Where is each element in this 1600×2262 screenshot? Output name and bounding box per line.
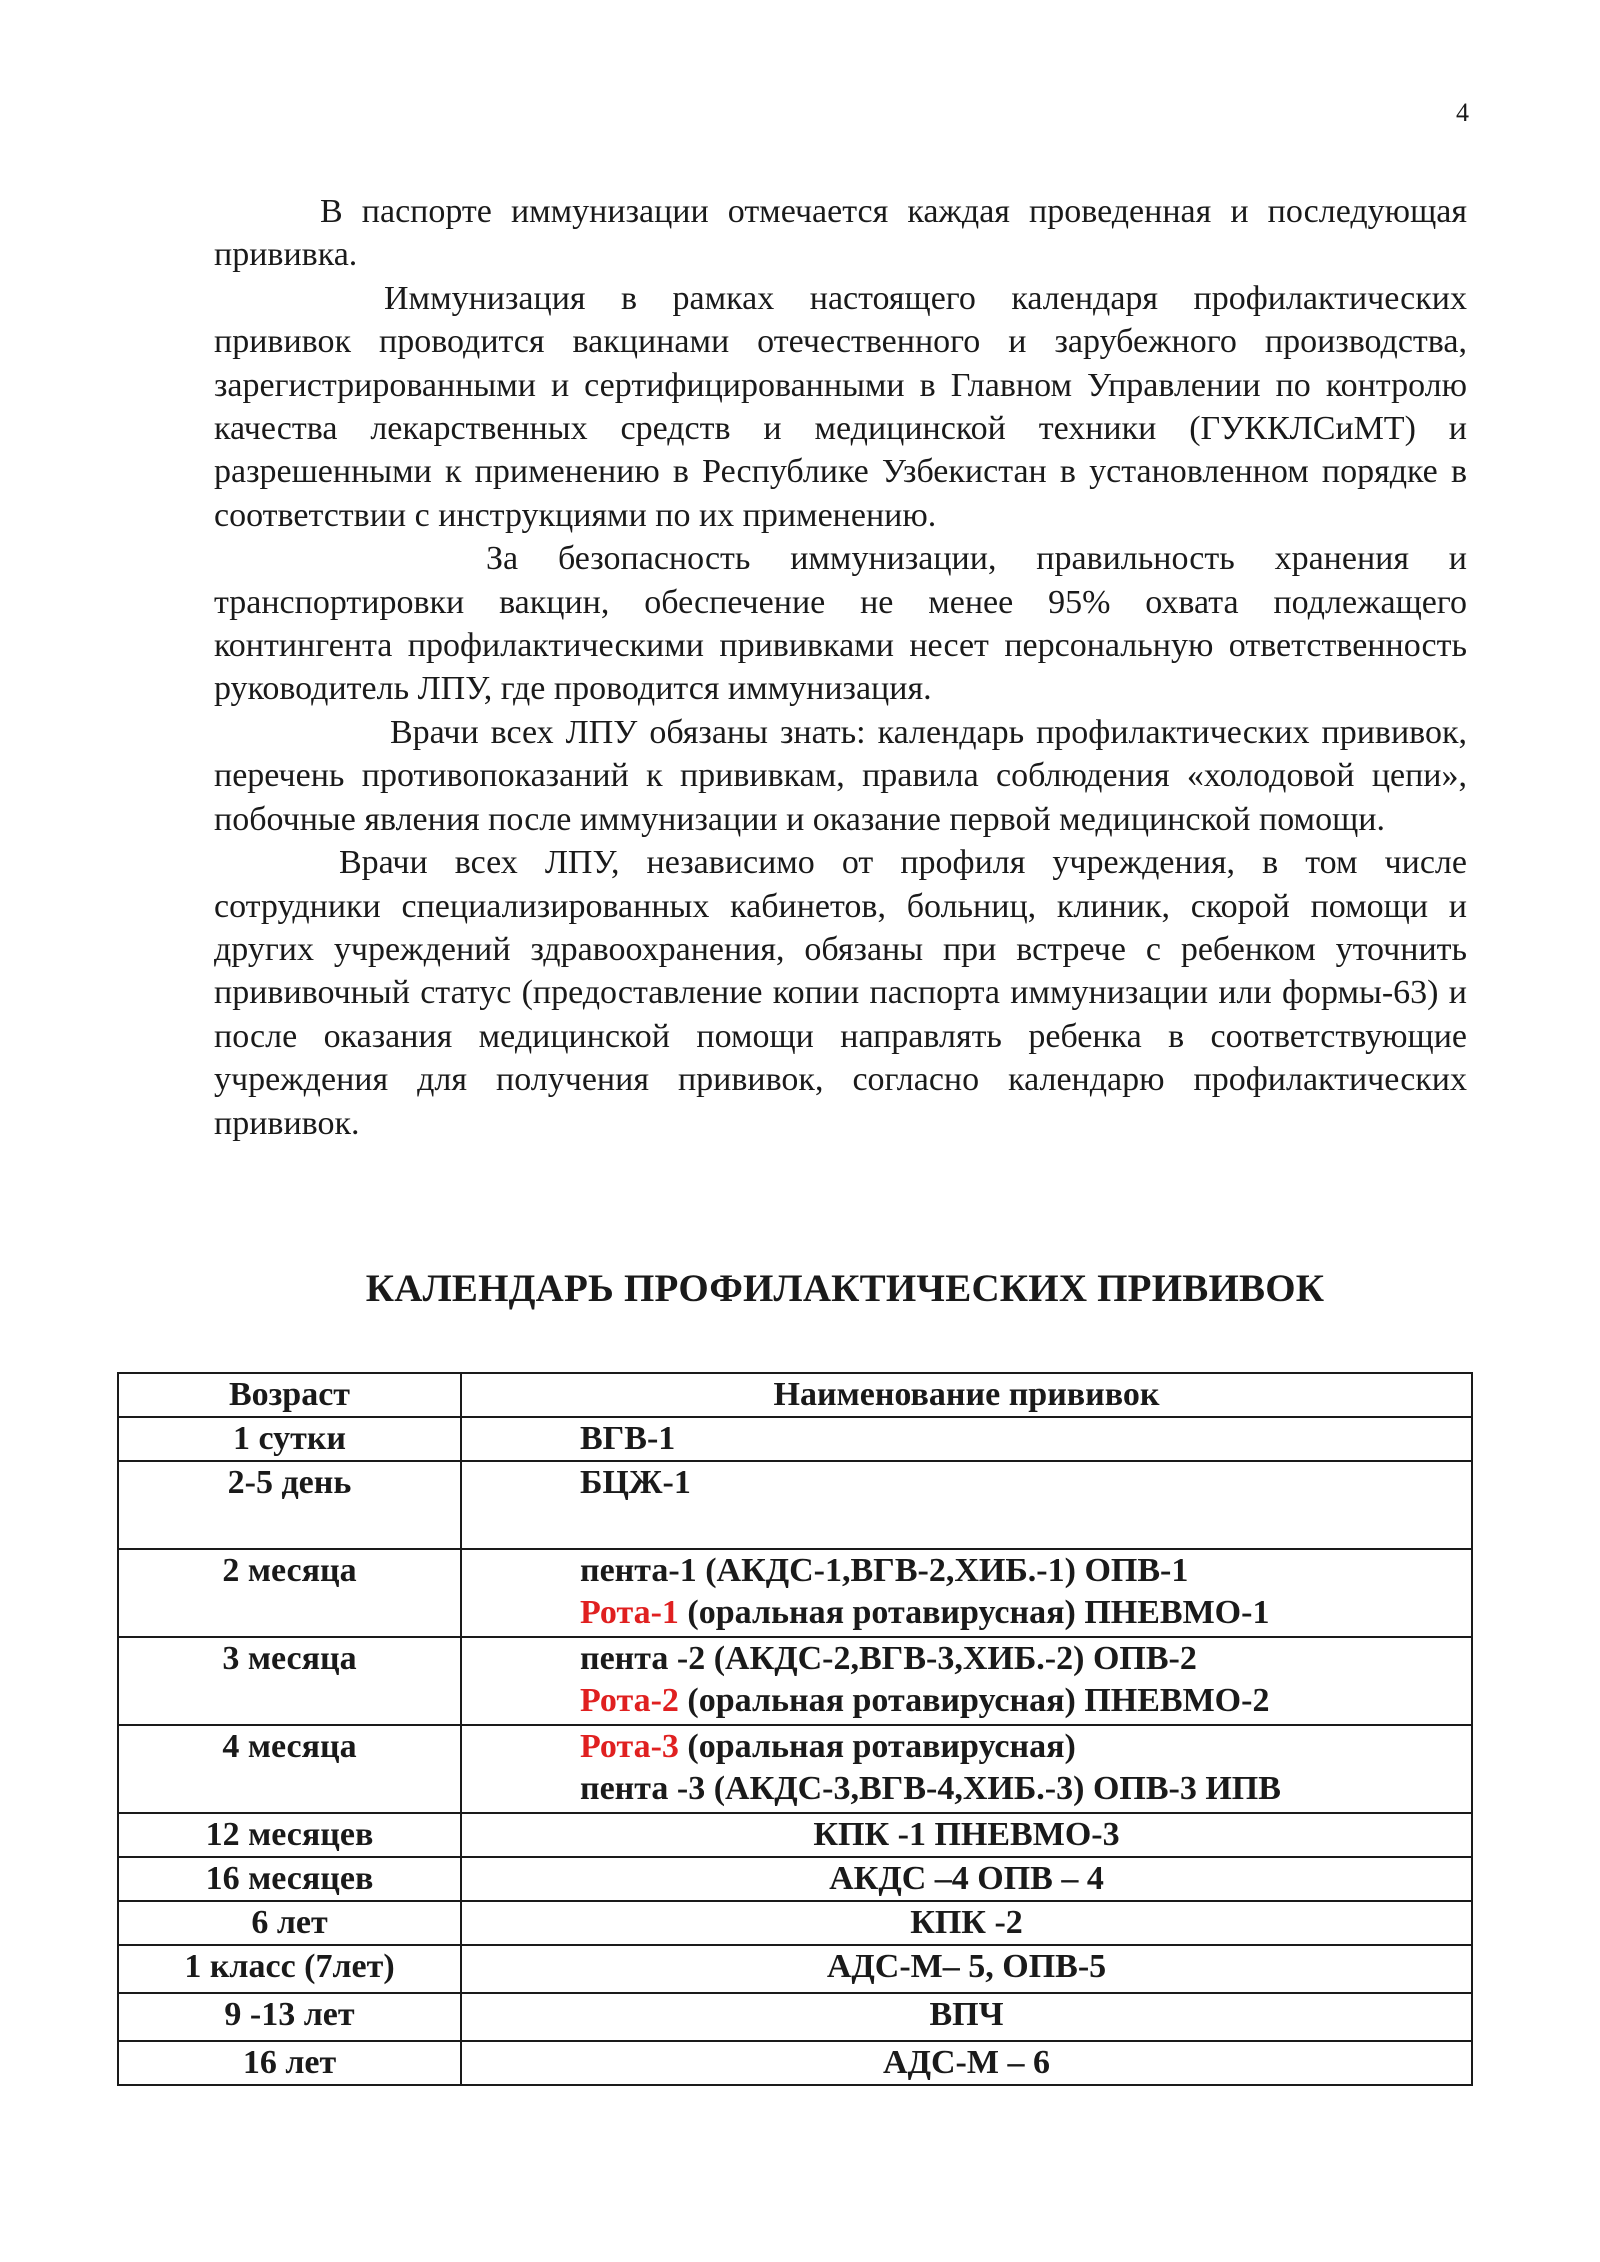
- vaccine-cell: АДС-М – 6: [461, 2041, 1472, 2085]
- vaccine-cell: ВГВ-1: [461, 1417, 1472, 1461]
- vaccine-cell: [461, 1725, 1472, 1813]
- rota-vaccine-label: Рота-3: [580, 1728, 679, 1765]
- table-row: [118, 1945, 1472, 1993]
- vaccine-line: [580, 1592, 1471, 1634]
- vaccine-cell: БЦЖ-1: [461, 1461, 1472, 1549]
- calendar-heading: КАЛЕНДАРЬ ПРОФИЛАКТИЧЕСКИХ ПРИВИВОК: [365, 1267, 1325, 1310]
- vaccine-cell: АДС-М– 5, ОПВ-5: [461, 1945, 1472, 1993]
- table-row: [118, 2041, 1472, 2085]
- age-cell: 1 класс (7лет): [118, 1945, 461, 1993]
- vaccine-cell: КПК -2: [461, 1901, 1472, 1945]
- vaccine-line: [580, 1680, 1471, 1722]
- vaccine-cell: АКДС –4 ОПВ – 4: [461, 1857, 1472, 1901]
- age-cell: 1 сутки: [118, 1417, 461, 1461]
- vaccine-line: пента-1 (АКДС-1,ВГВ-2,ХИБ.-1) ОПВ-1: [580, 1552, 1189, 1589]
- vaccine-line: пента -2 (АКДС-2,ВГВ-3,ХИБ.-2) ОПВ-2: [580, 1640, 1197, 1677]
- table-row: [118, 1857, 1472, 1901]
- vaccine-line-rest: (оральная ротавирусная) ПНЕВМО-2: [678, 1682, 1270, 1719]
- table-row: [118, 1461, 1472, 1549]
- table-row: [118, 1549, 1472, 1637]
- table-row: [118, 1813, 1472, 1857]
- vaccine-line: [580, 1726, 1471, 1768]
- vaccination-calendar-table: [117, 1372, 1473, 2086]
- age-cell: 4 месяца: [118, 1725, 461, 1813]
- table-row: [118, 1901, 1472, 1945]
- table-row: [118, 1637, 1472, 1725]
- rota-vaccine-label: Рота-2: [580, 1682, 679, 1719]
- age-cell: 12 месяцев: [118, 1813, 461, 1857]
- paragraph-doctors-knowledge: Врачи всех ЛПУ обязаны знать: календарь профилактических прививок, перечень противопоказаний к прививкам, правила соблюдения «холодовой цепи», побочные явления после иммунизации и оказание первой медицинской помощи.: [214, 713, 1467, 838]
- paragraph-immunization-vaccines: Иммунизация в рамках настоящего календаря профилактических прививок проводится вакцинами отечественного и зарубежного производства, зарегистрированными и сертифицированными в Главном Управлении по контролю качества лекарственных средств и медицинской техники (ГУККЛСиМТ) и разрешенными к применению в Республике Узбекистан в установленном порядке в соответствии с инструкциями по их применению.: [214, 279, 1467, 534]
- vaccine-line: пента -3 (АКДС-3,ВГВ-4,ХИБ.-3) ОПВ-3 ИПВ: [580, 1770, 1281, 1807]
- vaccine-cell: ВПЧ: [461, 1993, 1472, 2041]
- table-row: [118, 1993, 1472, 2041]
- age-cell: 2-5 день: [118, 1461, 461, 1549]
- page-number: 4: [1456, 98, 1469, 127]
- vaccine-line-rest: (оральная ротавирусная) ПНЕВМО-1: [678, 1594, 1270, 1631]
- header-age: Возраст: [118, 1373, 461, 1417]
- vaccine-cell: КПК -1 ПНЕВМО-3: [461, 1813, 1472, 1857]
- paragraph-doctors-status: Врачи всех ЛПУ, независимо от профиля учреждения, в том числе сотрудники специализированных кабинетов, больниц, клиник, скорой помощи и других учреждений здравоохранения, обязаны при встрече с ребенком уточнить прививочный статус (предоставление копии паспорта иммунизации или формы-63) и после оказания медицинской помощи направлять ребенка в соответствующие учреждения для получения прививок, согласно календарю профилактических прививок.: [214, 844, 1467, 1142]
- table-header-row: [118, 1373, 1472, 1417]
- age-cell: 16 месяцев: [118, 1857, 461, 1901]
- rota-vaccine-label: Рота-1: [580, 1594, 679, 1631]
- age-cell: 9 -13 лет: [118, 1993, 461, 2041]
- age-cell: 2 месяца: [118, 1549, 461, 1637]
- header-vaccine-name: Наименование прививок: [461, 1373, 1472, 1417]
- table-row: [118, 1417, 1472, 1461]
- body-text: [214, 190, 1467, 1145]
- vaccine-line-rest: (оральная ротавирусная): [678, 1728, 1076, 1765]
- age-cell: 6 лет: [118, 1901, 461, 1945]
- vaccine-cell: [461, 1637, 1472, 1725]
- paragraph-safety-responsibility: За безопасность иммунизации, правильность хранения и транспортировки вакцин, обеспечение не менее 95% охвата подлежащего контингента профилактическими прививками несет персональную ответственность руководитель ЛПУ, где проводится иммунизация.: [214, 540, 1467, 708]
- paragraph-passport: В паспорте иммунизации отмечается каждая проведенная и последующая прививка.: [214, 193, 1467, 274]
- table-row: [118, 1725, 1472, 1813]
- age-cell: 3 месяца: [118, 1637, 461, 1725]
- age-cell: 16 лет: [118, 2041, 461, 2085]
- vaccine-cell: [461, 1549, 1472, 1637]
